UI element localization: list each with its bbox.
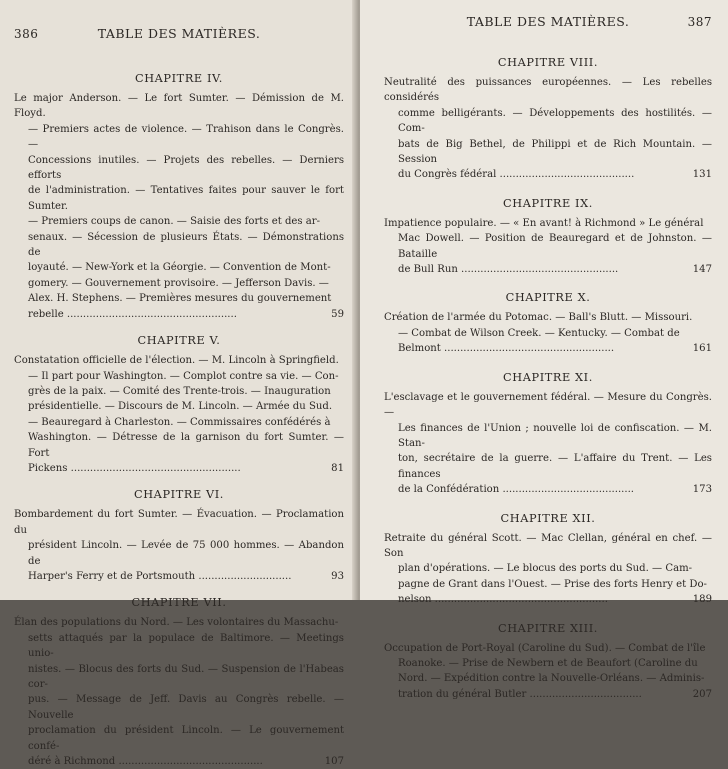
summary-line: comme belligérants. — Développements des hostilités. — Com- — [398, 107, 712, 135]
summary-line: 93 Harper's Ferry et de Portsmouth ............................. — [14, 569, 344, 584]
summary-line: — Il part pour Washington. — Complot contre sa vie. — Con- — [28, 370, 339, 382]
summary-line: pus. — Message de Jeff. Davis au Congrès rebelle. — Nouvelle — [28, 694, 344, 721]
chapter-heading: CHAPITRE IX. — [503, 196, 593, 210]
page-number: 386 — [14, 27, 39, 41]
chapter-heading: CHAPITRE VI. — [133, 488, 224, 502]
running-head-title: TABLE DES MATIÈRES. — [97, 26, 261, 41]
summary-line: 161 Belmont ..................................................... — [384, 341, 712, 356]
toc-chapter — [384, 622, 712, 703]
summary-line: L'esclavage et le gouvernement fédéral. — Mesure du Congrès. — — [384, 391, 712, 419]
running-head-title: TABLE DES MATIÈRES. — [466, 14, 630, 29]
summary-line: 207 tration du général Butler ................................... — [384, 687, 712, 702]
summary-line: 189 nelson ...................................................... — [384, 592, 712, 607]
summary-line: — Premiers coups de canon. — Saisie des forts et des ar- — [28, 216, 321, 228]
summary-line: gomery. — Gouvernement provisoire. — Jefferson Davis. — — [28, 277, 329, 289]
toc-chapter — [384, 512, 712, 608]
page-reference: 93 — [331, 570, 344, 582]
page-number: 387 — [687, 15, 712, 29]
chapter-heading: CHAPITRE XIII. — [497, 621, 599, 635]
chapter-summary — [384, 216, 712, 278]
summary-line: Washington. — Détresse de la garnison du fort Sumter. — Fort — [28, 432, 344, 459]
summary-line: Élan des populations du Nord. — Les volontaires du Massachu- — [14, 617, 339, 629]
chapter-heading: CHAPITRE VII. — [131, 596, 227, 610]
summary-line: Retraite du général Scott. — Mac Clellan, général en chef. — Son — [384, 532, 712, 559]
chapter-heading: CHAPITRE XI. — [503, 370, 593, 384]
chapter-heading: CHAPITRE V. — [137, 334, 221, 348]
page-reference: 173 — [692, 484, 712, 496]
chapter-summary — [14, 507, 344, 584]
chapter-summary — [384, 641, 712, 703]
chapter-heading: CHAPITRE IV. — [134, 72, 224, 85]
chapter-summary — [384, 75, 712, 183]
summary-line: Neutralité des puissances européennes. — Les rebelles considérés — [384, 77, 712, 104]
summary-line: Création de l'armée du Potomac. — Ball's Blutt. — Missouri. — [384, 312, 693, 324]
summary-line: Impatience populaire. — « En avant! à Richmond » Le général — [384, 217, 704, 229]
summary-line: 173 de la Confédération ......................................... — [384, 482, 712, 497]
summary-line: Roanoke. — Prise de Newbern et de Beaufort (Caroline du — [398, 657, 698, 669]
toc-chapter — [14, 596, 344, 769]
page-reference: 131 — [692, 169, 712, 181]
summary-line: Le major Anderson. — Le fort Sumter. — Démission de M. Floyd. — [14, 93, 344, 120]
summary-line: Alex. H. Stephens. — Premières mesures du gouvernement — [28, 293, 332, 305]
chapter-heading: CHAPITRE X. — [505, 291, 591, 305]
summary-line: 81 Pickens ..................................................... — [14, 461, 344, 476]
toc-chapter — [384, 291, 712, 356]
chapter-summary — [384, 390, 712, 498]
summary-line: Les finances de l'Union ; nouvelle loi de confiscation. — M. Stan- — [398, 422, 712, 449]
summary-line: proclamation du président Lincoln. — Le gouvernement confé- — [28, 725, 344, 752]
summary-line: présidentielle. — Discours de M. Lincoln. — Armée du Sud. — [28, 401, 333, 413]
toc-chapter — [384, 56, 712, 183]
chapter-list — [384, 56, 712, 702]
page-reference: 189 — [692, 594, 712, 606]
chapter-summary — [14, 615, 344, 769]
summary-line: bats de Big Bethel, de Philippi et de Rich Mountain. — Session — [398, 138, 712, 166]
chapter-summary — [384, 531, 712, 608]
page-reference: 207 — [692, 688, 712, 700]
toc-chapter — [384, 197, 712, 278]
toc-chapter — [14, 72, 344, 322]
chapter-summary — [14, 353, 344, 476]
summary-line: ton, secrétaire de la guerre. — L'affaire du Trent. — Les finances — [398, 453, 712, 480]
summary-line: Occupation de Port-Royal (Caroline du Sud). — Combat de l'île — [384, 642, 706, 654]
page-reference: 81 — [331, 462, 344, 474]
running-head — [384, 14, 712, 36]
page-reference: 147 — [692, 264, 712, 276]
chapter-summary — [14, 91, 344, 322]
summary-line: pagne de Grant dans l'Ouest. — Prise des forts Henry et Do- — [398, 578, 707, 590]
summary-line: senaux. — Sécession de plusieurs États. — Démonstrations de — [28, 231, 344, 259]
left-page — [0, 0, 360, 768]
summary-line: président Lincoln. — Levée de 75 000 hommes. — Abandon de — [28, 540, 344, 567]
summary-line: Nord. — Expédition contre la Nouvelle-Orléans. — Adminis- — [398, 673, 705, 685]
summary-line: setts attaqués par la populace de Baltimore. — Meetings unio- — [28, 632, 344, 660]
chapter-list — [14, 72, 344, 769]
summary-line: — Combat de Wilson Creek. — Kentucky. — Combat de — [398, 327, 680, 339]
summary-line: Concessions inutiles. — Projets des rebelles. — Derniers efforts — [28, 154, 344, 182]
summary-line: — Beauregard à Charleston. — Commissaires confédérés à — [28, 416, 331, 428]
summary-line: — Premiers actes de violence. — Trahison dans le Congrès. — — [28, 123, 344, 151]
running-head — [14, 26, 344, 48]
summary-line: plan d'opérations. — Le blocus des ports du Sud. — Cam- — [398, 563, 693, 575]
summary-line: Bombardement du fort Sumter. — Évacuation. — Proclamation du — [14, 509, 344, 536]
right-page — [360, 0, 728, 700]
summary-line: 107 déré à Richmond ............................................. — [14, 754, 344, 769]
summary-line: de l'administration. — Tentatives faites pour sauver le fort Sumter. — [28, 185, 344, 212]
chapter-summary — [384, 310, 712, 356]
toc-chapter — [384, 371, 712, 498]
summary-line: nistes. — Blocus des forts du Sud. — Suspension de l'Habeas cor- — [28, 663, 344, 690]
page-reference: 107 — [324, 756, 344, 768]
summary-line: 131 du Congrès fédéral .......................................... — [384, 167, 712, 182]
summary-line: Mac Dowell. — Position de Beauregard et de Johnston. — Bataille — [398, 233, 712, 260]
summary-line: grès de la paix. — Comité des Trente-trois. — Inauguration — [28, 385, 331, 397]
toc-chapter — [14, 488, 344, 584]
toc-chapter — [14, 334, 344, 476]
summary-line: loyauté. — New-York et la Géorgie. — Convention de Mont- — [28, 262, 331, 274]
chapter-heading: CHAPITRE VIII. — [497, 56, 599, 69]
summary-line: Constatation officielle de l'élection. — M. Lincoln à Springfield. — [14, 355, 339, 367]
page-reference: 161 — [692, 343, 712, 355]
summary-line: 147 de Bull Run ................................................. — [384, 262, 712, 277]
summary-line: 59 rebelle ..................................................... — [14, 307, 344, 322]
page-reference: 59 — [331, 308, 344, 320]
chapter-heading: CHAPITRE XII. — [500, 511, 596, 525]
